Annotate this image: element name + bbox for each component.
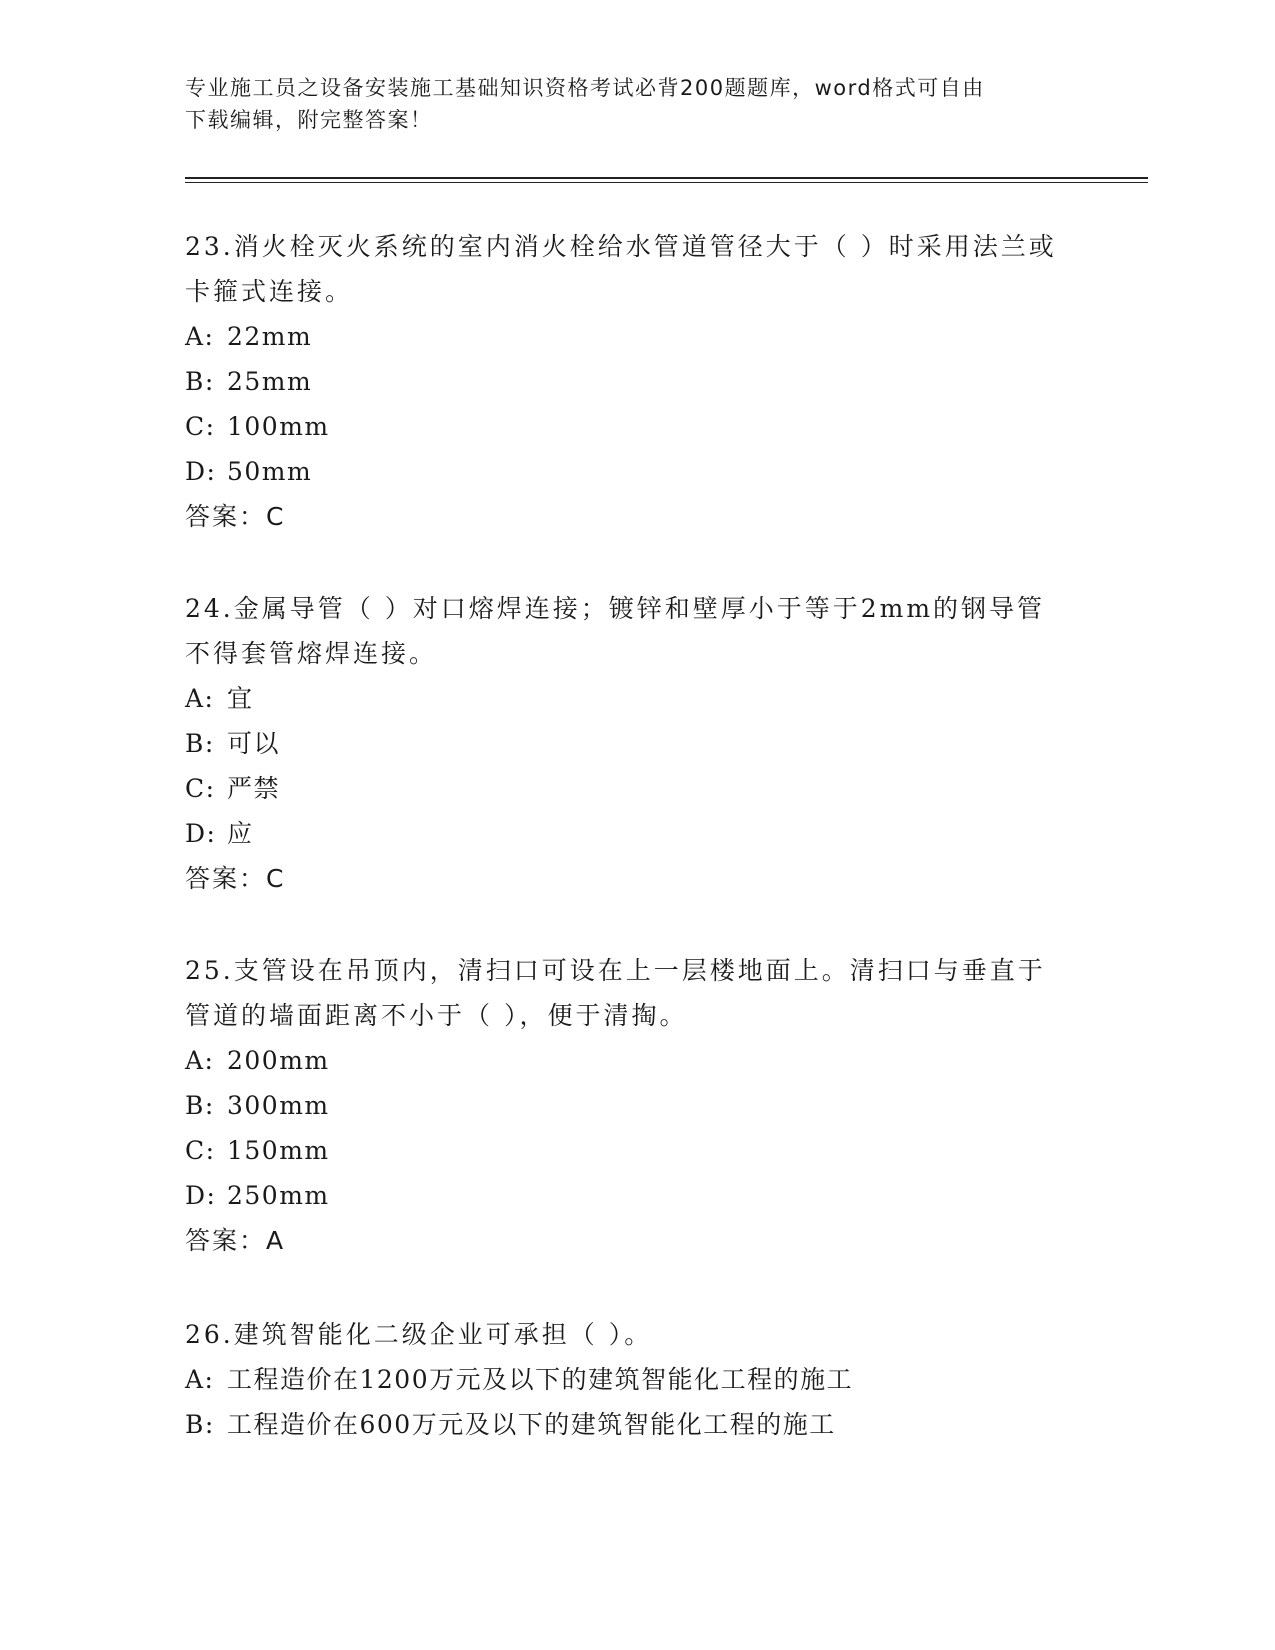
answer-line: 答案：C xyxy=(185,864,286,893)
option-text: 50mm xyxy=(227,457,313,486)
option-letter: C: xyxy=(185,1136,216,1165)
question-stem: 24.金属导管（ ）对口熔焊连接；镀锌和壁厚小于等于2mm的钢导管不得套管熔焊连接。 xyxy=(185,594,1046,668)
option-letter: A: xyxy=(185,1365,215,1394)
option-letter: B: xyxy=(185,367,215,396)
question-25 xyxy=(185,948,1065,1263)
option-letter: B: xyxy=(185,1410,215,1439)
option-d xyxy=(185,1173,1065,1218)
option-text: 应 xyxy=(227,819,254,848)
header-divider-thick xyxy=(185,177,1148,179)
header-line-2: 下载编辑，附完整答案！ xyxy=(185,108,433,132)
option-text: 工程造价在600万元及以下的建筑智能化工程的施工 xyxy=(227,1410,836,1439)
question-26 xyxy=(185,1312,1065,1447)
option-text: 宜 xyxy=(227,684,254,713)
option-text: 200mm xyxy=(227,1046,330,1075)
option-b xyxy=(185,1402,1065,1447)
option-a xyxy=(185,1038,1065,1083)
question-stem: 26.建筑智能化二级企业可承担（ ）。 xyxy=(185,1320,653,1349)
option-letter: B: xyxy=(185,1091,215,1120)
option-b xyxy=(185,359,1065,404)
option-a xyxy=(185,314,1065,359)
option-b xyxy=(185,1083,1065,1128)
option-text: 严禁 xyxy=(227,774,281,803)
question-stem: 23.消火栓灭火系统的室内消火栓给水管道管径大于（ ）时采用法兰或卡箍式连接。 xyxy=(185,232,1057,306)
answer-line: 答案：C xyxy=(185,502,286,531)
option-letter: A: xyxy=(185,1046,215,1075)
document-header xyxy=(185,72,1065,136)
option-text: 150mm xyxy=(227,1136,330,1165)
option-text: 300mm xyxy=(227,1091,330,1120)
option-text: 250mm xyxy=(227,1181,330,1210)
question-stem: 25.支管设在吊顶内，清扫口可设在上一层楼地面上。清扫口与垂直于管道的墙面距离不小于（ ），便于清掏。 xyxy=(185,956,1046,1030)
option-text: 22mm xyxy=(227,322,313,351)
option-letter: D: xyxy=(185,819,217,848)
option-c xyxy=(185,766,1065,811)
option-text: 工程造价在1200万元及以下的建筑智能化工程的施工 xyxy=(227,1365,854,1394)
option-letter: C: xyxy=(185,774,216,803)
question-24 xyxy=(185,586,1065,901)
option-text: 25mm xyxy=(227,367,313,396)
option-a xyxy=(185,1357,1065,1402)
option-text: 100mm xyxy=(227,412,330,441)
option-text: 可以 xyxy=(227,729,281,758)
option-a xyxy=(185,676,1065,721)
option-b xyxy=(185,721,1065,766)
option-letter: B: xyxy=(185,729,215,758)
option-d xyxy=(185,449,1065,494)
answer-line: 答案：A xyxy=(185,1226,286,1255)
header-line-1: 专业施工员之设备安装施工基础知识资格考试必背200题题库，word格式可自由 xyxy=(185,76,985,100)
option-c xyxy=(185,1128,1065,1173)
option-c xyxy=(185,404,1065,449)
option-letter: C: xyxy=(185,412,216,441)
option-letter: A: xyxy=(185,684,215,713)
option-d xyxy=(185,811,1065,856)
question-23 xyxy=(185,224,1065,539)
option-letter: D: xyxy=(185,1181,217,1210)
option-letter: D: xyxy=(185,457,217,486)
option-letter: A: xyxy=(185,322,215,351)
header-divider-thin xyxy=(185,182,1148,183)
